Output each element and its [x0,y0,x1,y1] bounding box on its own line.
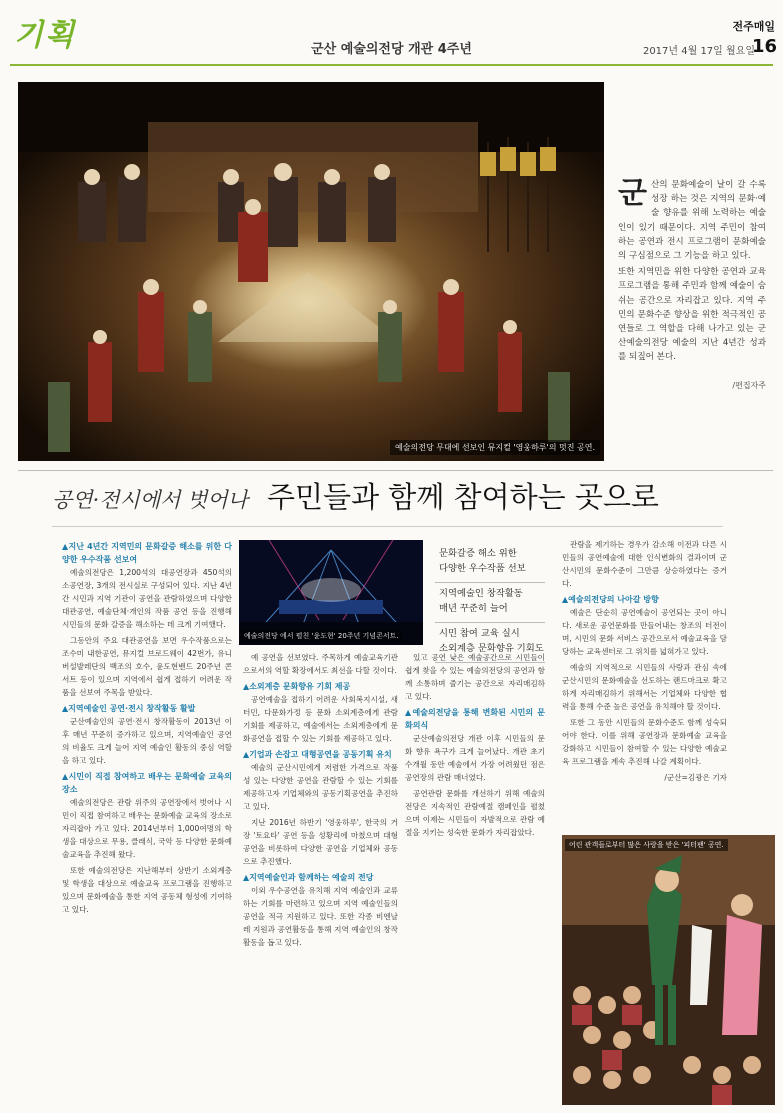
highlight-line: 매년 꾸준히 늘어 [439,603,508,614]
body-paragraph: 관람을 제기하는 경우가 감소해 이전과 다른 시민들의 공연예술에 대한 인식변화의 결과이며 군산시민의 문화수준이 그만큼 상승하였다는 증거다. [562,540,727,588]
body-paragraph: 군산예술의전당 개관 이후 시민들의 문화 향유 욕구가 크게 늘어났다. 개관 초기 수개월 동안 예술에서 가장 어려웠던 점은 공연장의 관람 매너였다. [405,734,545,782]
photo-caption: 예술의전당 무대에 선보인 뮤지컬 '영웅하루'의 멋진 공연. [390,440,600,455]
highlight-item [435,583,545,623]
photo-caption: 예술의전당 에서 펼친 '윤도현' 20주년 기념콘서트. [241,630,402,642]
editor-note: /편집자주 [732,381,766,390]
subheading: ▲지역예술인과 함께하는 예술의 전당 [243,873,374,882]
headline [52,475,659,516]
body-paragraph: 예술의전당은 1,200석의 대공연장과 450석의 소공연장, 3개의 전시실로 구성되어 있다. 지난 4년간 시민과 지역 기관이 공연을 관람하였으며 다양한 대관공연, 예술단체·개인의 작품 공연 등을 진행해 시민들의 문화 갈증을 해소하는 데 크게 기여했다. [62,568,232,629]
body-paragraph: 예술은 단순히 공연예술이 공연되는 곳이 아니다. 새로운 공연문화를 만들어내는 창조의 터전이며, 시민의 문화 서비스 공간으로서 예술교육을 담당하는 교육센터로 그 위치를 넓혀가고 있다. [562,608,727,656]
body-paragraph: 이외 우수공연을 유치해 지역 예술인과 교류하는 기회를 마련하고 있으며 지역 예술인들의 공연을 적극 지원하고 있다. 또한 각종 비엔날레 지원과 공연활동을 통해 지역 예술인의 창작 활동을 돕고 있다. [243,886,398,947]
body-paragraph: 예 공연을 선보였다. 주목하게 예술교육기관으로서의 역할 확장에서도 최선을 다할 것이다. [243,653,398,675]
reporter-byline: /군산=김광은 기자 [664,773,727,782]
drop-cap: 군 [618,176,647,211]
subheading: ▲예술의전당을 통해 변화된 시민의 문화의식 [405,708,545,730]
article-column-3 [405,651,545,842]
stage-scene-illustration [18,82,604,461]
photo-caption: 어린 관객들로부터 많은 사랑을 받은 '피터팬' 공연. [565,839,728,851]
body-paragraph: 또한 그 동안 시민들의 문화수준도 함께 성숙되어야 한다. 이를 위해 공연장과 문화예술 교육을 강화하고 시민들이 참여할 수 있는 다양한 예술교육 프로그램을 계속 추진해 나갈 계획이다. [562,718,727,766]
body-paragraph: 공연관람 문화를 개선하기 위해 예술의전당은 지속적인 관람예절 캠페인을 펼쳤으며 이제는 시민들이 자발적으로 관람 예절을 지키는 성숙한 문화가 자리잡았다. [405,789,545,837]
body-paragraph: 예술의 지역적으로 시민들의 사랑과 관심 속에 군산시민의 문화예술을 선도하는 랜드마크로 확고하게 자리매김하기 위해서는 기업체와 다양한 협력을 통해 수준 높은 공연을 유치해야 할 것이다. [562,663,727,711]
article-column-1 [62,538,232,919]
body-paragraph: 그동안의 주요 대관공연을 보면 우수작품으로는 조수미 내한공연, 뮤지컬 브로드웨이 42번가, 유니버설발레단의 백조의 호수, 윤도현밴드 20주년 콘서트 등이 있으며 지역에서 쉽게 접하기 어려운 작품을 선보여 주목을 받았다. [62,636,232,697]
subheading: ▲기업과 손잡고 대형공연을 공동기획 유치 [243,750,392,759]
body-paragraph: 예술의전당은 관람 위주의 공연장에서 벗어나 시민이 직접 참여하고 배우는 문화예술 교육의 장소로 자리잡아 가고 있다. 2014년부터 1,000여명의 학생을 대상으로 무용, 클래식, 국악 등 다양한 문화예술교육을 추진해 왔다. [62,798,232,859]
page-number: 16 [751,36,777,57]
highlight-line: 문화갈증 해소 위한 [439,548,517,559]
publication-date: 2017년 4월 17일 월요일 [642,46,755,57]
body-paragraph: 지난 2016년 하반기 '영웅하루', 한국의 거장 '토요타' 공연 등을 성황리에 마쳤으며 대형공연을 비롯하여 다양한 공연을 기업체와 공동으로 추진했다. [243,818,398,866]
article-column-2 [243,651,398,952]
concert-photo [239,540,423,645]
body-paragraph: 있고 공연 낮은 예술공간으로 시민들이 쉽게 찾을 수 있는 예술의전당의 공연과 함께 소통하며 즐기는 공간으로 자리매김하고 있다. [405,653,545,701]
highlights-box [435,543,545,663]
divider [18,470,773,471]
subheading: ▲지역예술인 공연·전시 창작활동 활발 [62,704,196,713]
subheading: ▲예술의전당의 나아갈 방향 [562,595,659,604]
newspaper-name: 전주매일 [732,20,775,33]
highlight-line: 지역예술인 창작활동 [439,588,523,599]
intro-text [618,178,766,367]
highlight-line: 소외계층 문화향유 기회도 [439,643,544,654]
body-paragraph: 또한 예술의전당은 지난해부터 상반기 소외계층 및 학생을 대상으로 예술교육 프로그램을 진행하고 있으며 문화예술을 통한 지역 공동체 형성에 기여하고 있다. [62,866,232,914]
main-photo-musical [18,82,604,461]
highlight-item [435,543,545,583]
section-brand-logo: 기획 [14,18,76,53]
body-paragraph: 군산예술인의 공연·전시 창작활동이 2013년 이후 매년 꾸준히 증가하고 있으며, 지역예술인 공연의 비율도 크게 늘어 지역 예술인 활동의 중심 역할을 하고 있다. [62,717,232,765]
intro-paragraph: 산의 문화예술이 날이 갈 수록 성장 하는 것은 지역의 문화·예술 향유를 위해 노력하는 예술인이 있기 때문이다. 지역 주민이 참여하는 공연과 전시 프로그램이 문화예술의 구심점으로 그 기능을 하고 있다. [618,180,766,262]
intro-paragraph: 또한 지역민을 위한 다양한 공연과 교육 프로그램을 통해 주민과 함께 예술이 숨쉬는 공간으로 자리잡고 있다. 지역 주민의 문화수준 향상을 위한 적극적인 공연들로 그 역할을 다해 나가고 있는 군산예술의전당 예술의 지난 4년간 성과를 되짚어 본다. [618,267,766,363]
body-paragraph: 공연예술을 접하기 어려운 사회복지시설, 새터민, 다문화가정 등 문화 소외계층에게 관람 기회를 제공하고, 예술에서는 소외계층에게 문화공연을 접할 수 있는 기회를 제공하고 있다. [243,695,398,743]
children-audience-photo [562,835,775,1105]
highlight-line: 다양한 우수작품 선보 [439,563,526,574]
header-divider [10,64,773,66]
page-title: 군산 예술의전당 개관 4주년 [311,42,472,57]
headline-kicker: 공연·전시에서 벗어나 [52,488,248,512]
article-column-4 [562,538,727,784]
headline-main: 주민들과 함께 참여하는 곳으로 [267,480,659,514]
highlight-line: 시민 참여 교육 실시 [439,628,520,639]
subheading: ▲시민이 직접 참여하고 배우는 문화예술 교육의 장소 [62,772,232,794]
divider [52,526,723,527]
audience-illustration [562,835,775,1105]
subheading: ▲소외계층 문화향유 기회 제공 [243,682,351,691]
body-paragraph: 예술의 군산시민에게 저렴한 가격으로 작품성 있는 다양한 공연을 관람할 수 있는 기회를 제공하고자 기업체와의 공동기획공연을 추진하고 있다. [243,763,398,811]
subheading: ▲지난 4년간 지역민의 문화갈증 해소를 위한 다양한 우수작품 선보여 [62,542,232,564]
